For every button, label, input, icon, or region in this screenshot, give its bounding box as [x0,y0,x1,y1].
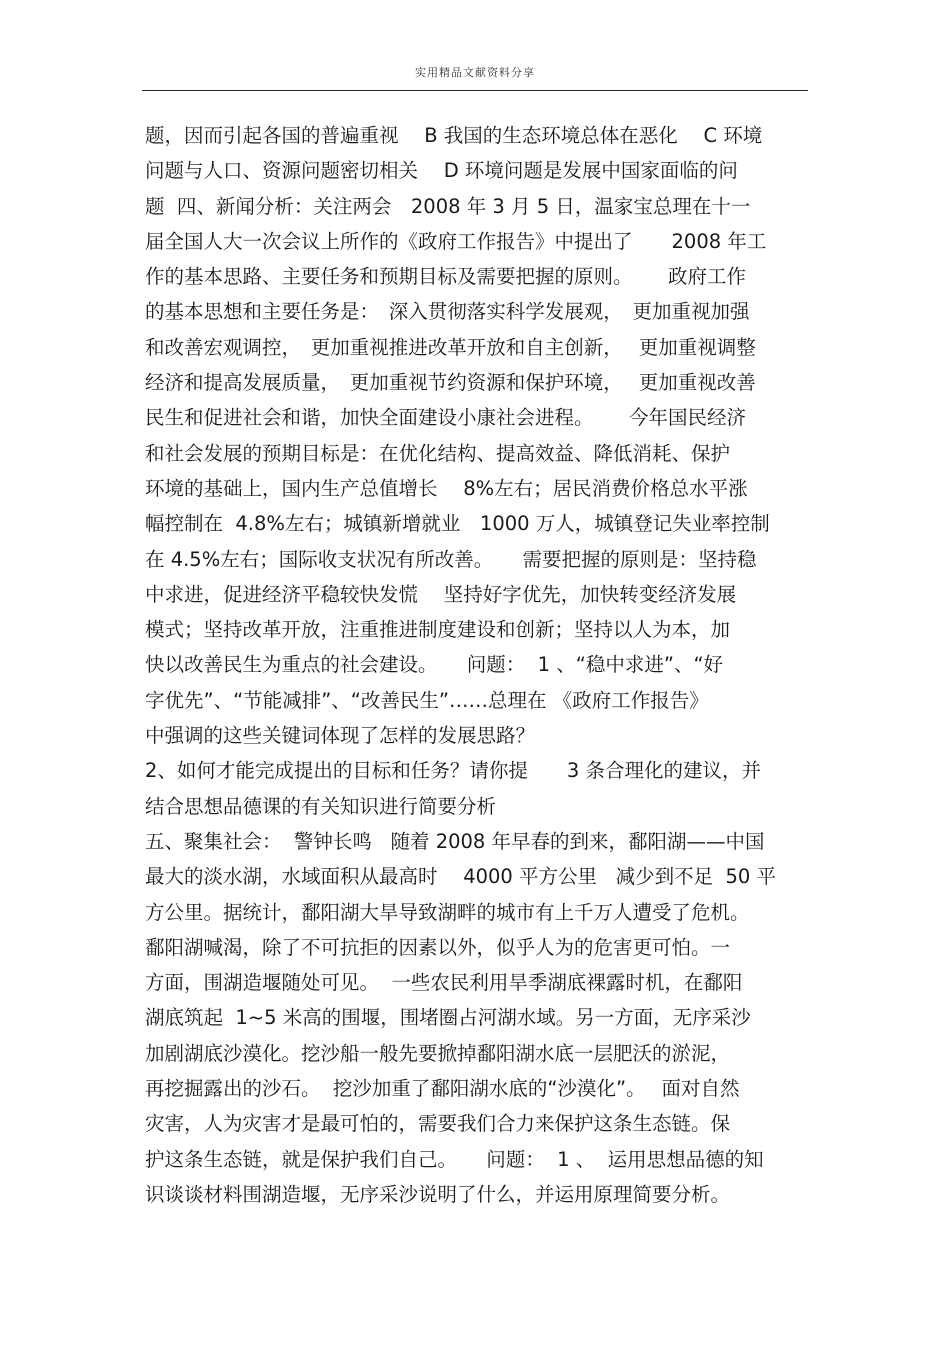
text-line: 2、如何才能完成提出的目标和任务？请你提 3 条合理化的建议，并 [145,759,762,783]
text-line: 方面，围湖造堰随处可见。 一些农民利用旱季湖底裸露时机，在鄱阳 [145,971,743,995]
text-line: 最大的淡水湖，水域面积从最高时 4000 平方公里 减少到不足 50 平 [145,865,777,889]
text-line: 问题与人口、资源问题密切相关 D 环境问题是发展中国家面临的问 [145,159,738,183]
text-line: 中求进，促进经济平稳较快发慌 坚持好字优先，加快转变经济发展 [145,582,737,606]
text-line: 题 四、新闻分析：关注两会 2008 年 3 月 5 日，温家宝总理在十一 [145,194,751,218]
text-line: 模式；坚持改革开放，注重推进制度建设和创新；坚持以人为本，加 [145,618,731,642]
text-line: 字优先”、“节能减排”、“改善民生”……总理在 《政府工作报告》 [145,688,709,712]
text-line: 灾害，人为灾害才是最可怕的，需要我们合力来保护这条生态链。保 [145,1112,731,1136]
text-line: 快以改善民生为重点的社会建设。 问题： 1 、“稳中求进”、“好 [145,653,724,677]
text-line: 民生和促进社会和谐，加快全面建设小康社会进程。 今年国民经济 [145,406,746,430]
text-line: 和社会发展的预期目标是：在优化结构、提高效益、降低消耗、保护 [145,441,731,465]
text-line: 和改善宏观调控， 更加重视推进改革开放和自主创新， 更加重视调整 [145,335,756,359]
text-line: 识谈谈材料围湖造堰，无序采沙说明了什么，并运用原理简要分析。 [145,1182,731,1206]
text-line: 加剧湖底沙漠化。挖沙船一般先要掀掉鄱阳湖水底一层肥沃的淤泥， [145,1041,731,1065]
text-line: 届全国人大一次会议上所作的《政府工作报告》中提出了 2008 年工 [145,229,767,253]
text-line: 的基本思想和主要任务是： 深入贯彻落实科学发展观， 更加重视加强 [145,300,750,324]
text-line: 鄱阳湖喊渴，除了不可抗拒的因素以外，似乎人为的危害更可怕。一 [145,935,731,959]
text-line: 经济和提高发展质量， 更加重视节约资源和保护环境， 更加重视改善 [145,371,756,395]
text-line: 方公里。据统计，鄱阳湖大旱导致湖畔的城市有上千万人遭受了危机。 [145,900,750,924]
text-line: 五、聚集社会： 警钟长鸣 随着 2008 年早春的到来，鄱阳湖——中国 [145,829,765,853]
text-line: 在 4.5%左右；国际收支状况有所改善。 需要把握的原则是：坚持稳 [145,547,757,571]
text-line: 湖底筑起 1~5 米高的围堰，围堵圈占河湖水域。另一方面，无序采沙 [145,1006,751,1030]
text-line: 护这条生态链，就是保护我们自己。 问题： 1 、 运用思想品德的知 [145,1147,764,1171]
text-line: 环境的基础上，国内生产总值增长 8%左右；居民消费价格总水平涨 [145,476,748,500]
text-line: 结合思想品德课的有关知识进行简要分析 [145,794,497,818]
text-line: 题，因而引起各国的普遍重视 B 我国的生态环境总体在恶化 C 环境 [145,124,763,147]
header-divider [142,90,808,91]
page-header: 实用精品文献资料分享 [415,66,535,79]
document-body [145,118,810,1212]
text-line: 再挖掘露出的沙石。 挖沙加重了鄱阳湖水底的“沙漠化”。 面对自然 [145,1077,740,1101]
text-line: 作的基本思路、主要任务和预期目标及需要把握的原则。 政府工作 [145,265,746,289]
text-line: 幅控制在 4.8%左右；城镇新增就业 1000 万人，城镇登记失业率控制 [145,512,770,536]
text-line: 中强调的这些关键词体现了怎样的发展思路？ [145,724,536,748]
